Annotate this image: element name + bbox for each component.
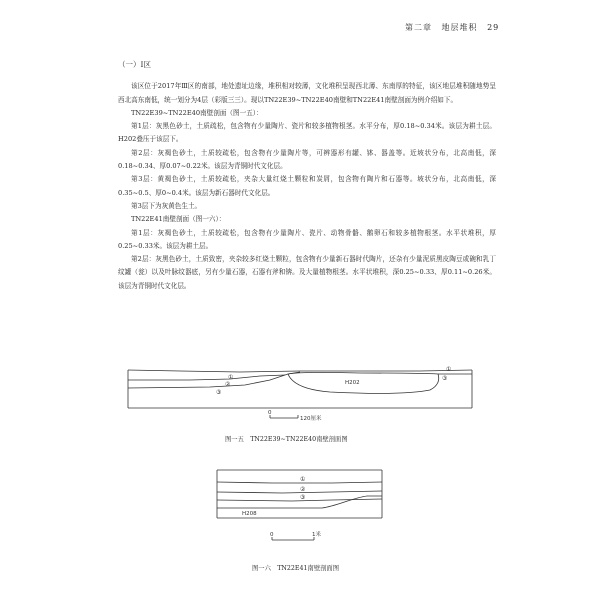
fig15-mark-3: ③ bbox=[216, 389, 222, 396]
fig15-scale-zero: 0 bbox=[268, 410, 272, 416]
profile2-layer-1: 第1层：灰褐色砂土，土质较疏松，包含物有少量陶片、瓷片、动物骨骼、鹅卵石和较多植物根茎。水平状堆积，厚0.25~0.33米。该层为耕土层。 bbox=[118, 228, 496, 250]
chapter-title: 地层堆积 bbox=[441, 23, 478, 32]
figure-16-section-drawing bbox=[212, 466, 387, 554]
figure-16-caption: 图一六 TN22E41南壁剖面图 bbox=[252, 565, 340, 572]
h202-pit-outline bbox=[288, 372, 439, 393]
profile2-layer-2: 第2层：灰黑色砂土，土质致密，夹杂较多红烧土颗粒，包含物有少量新石器时代陶片，还杂有少量泥质黑皮陶豆或碗和乳丁纹罐（瓮）以及叶脉纹器底，另有少量石器，石器有斧和锛。及大量植物根茎。水平状堆积，深0.25~0.33、厚0.11~0.26米。该层为青铜时代文化层。 bbox=[118, 255, 496, 290]
ground-surface-line bbox=[128, 370, 472, 372]
profile1-note: 第3层下为灰黄色生土。 bbox=[131, 201, 202, 210]
fig16-mark-3: ③ bbox=[300, 494, 306, 501]
intro-paragraph: 该区位于2017年Ⅲ区的南部，地处遗址边缘，堆积相对较薄，文化堆积呈现西北薄、东南厚的特征，该区地层堆积随地势呈西北高东南低，统一划分为4层（彩版三三）。现以TN22E39~TN22E40南壁和TN22E41南壁剖面为例介绍如下。 bbox=[118, 82, 496, 104]
figure-15-section-drawing bbox=[120, 358, 476, 430]
fig16-scale-bar bbox=[272, 537, 314, 540]
figure-15-caption: 图一五 TN22E39~TN22E40南壁剖面图 bbox=[225, 436, 348, 443]
figure-15-svg bbox=[120, 358, 476, 430]
fig15-mark-4: ① bbox=[446, 366, 452, 373]
h208-label: H208 bbox=[242, 511, 257, 517]
page-number: 29 bbox=[487, 23, 500, 32]
h202-label: H202 bbox=[345, 380, 360, 386]
profile1-layer-1: 第1层：灰黑色砂土，土质疏松，包含物有少量陶片、瓷片和较多植物根茎。水平分布，厚0.18~0.34米。该层为耕土层。H202叠压于该层下。 bbox=[118, 122, 496, 144]
page-header bbox=[399, 22, 499, 33]
fig16-scale-zero: 0 bbox=[270, 532, 274, 538]
profile1-heading: TN22E39~TN22E40南壁剖面（图一五）： bbox=[131, 108, 263, 117]
fig15-mark-5: ③ bbox=[442, 375, 448, 382]
fig16-scale-end: 1米 bbox=[312, 532, 321, 538]
chapter-label: 第二章 bbox=[405, 23, 432, 32]
fig15-mark-2: ② bbox=[225, 381, 231, 388]
fig16-mark-2: ② bbox=[300, 486, 306, 493]
profile1-layer-3: 第3层：黄褐色砂土，土质较疏松，夹杂大量红烧土颗粒和炭屑，包含物有陶片和石器等。坡状分布，北高南低，深0.35~0.5、厚0~0.4米。该层为新石器时代文化层。 bbox=[118, 175, 496, 197]
fig16-mark-1: ① bbox=[300, 476, 306, 483]
fig15-scale-bar bbox=[270, 415, 298, 418]
body-text bbox=[118, 58, 496, 293]
section-title: （一）Ⅰ区 bbox=[118, 60, 151, 69]
layer-1-boundary bbox=[128, 375, 285, 380]
profile1-layer-2: 第2层：灰褐色砂土，土质较疏松，包含物有少量陶片等，可辨器形有罐、钵、器盖等。近坡状分布，北高南低，深0.18~0.34、厚0.07~0.22米。该层为青铜时代文化层。 bbox=[118, 148, 496, 171]
profile2-heading: TN22E41南壁剖面（图一六）： bbox=[131, 215, 226, 224]
fig15-scale-end: 120厘米 bbox=[300, 416, 322, 422]
fig15-mark-1: ① bbox=[228, 374, 234, 381]
figure-16-svg bbox=[212, 466, 387, 554]
